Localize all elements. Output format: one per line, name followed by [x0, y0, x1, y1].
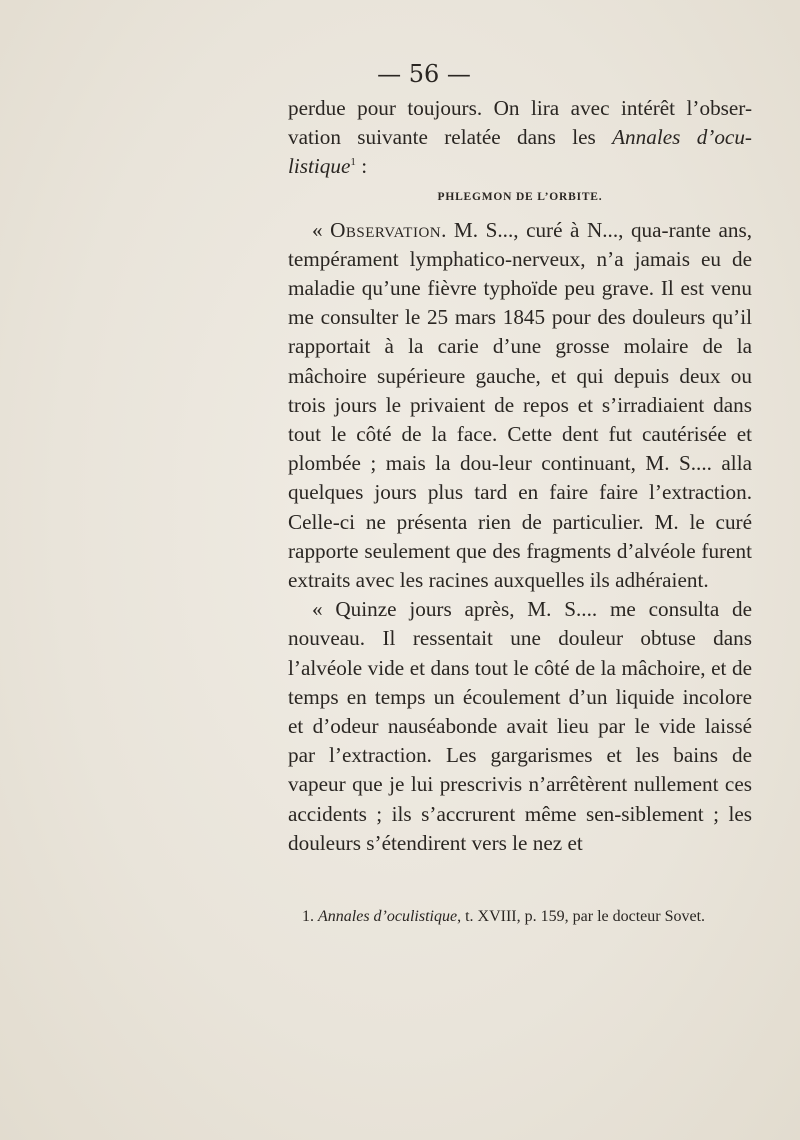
footnote-text: , t. XVIII, p. 159, par le docteur Sovet.	[457, 908, 706, 925]
page-number: — 56 —	[377, 60, 471, 88]
observation-label: Observation	[330, 217, 442, 242]
observation-text: . M. S..., curé à N..., qua-rante ans, tempérament lymphatico-nerveux, n’a jamais eu de maladie qu’une fièvre typhoïde peu grave. Il est venu me consulter le 25 mars 1845 pour des douleurs qu’il rapportait à la carie d’une grosse molaire de la mâchoire supérieure gauche, et qui depuis deux ou trois jours le privaient de repos et s’irradiaient dans tout le côté de la face. Cette dent fut cautérisée et plombée ; mais la dou-leur continuant, M. S.... alla quelques jours plus tard en faire faire l’extraction. Celle-ci ne présenta rien de particulier. M. le curé rapporte seulement que des fragments d’alvéole furent extraits avec les racines auxquelles ils adhéraient.	[288, 217, 752, 593]
observation-paragraph	[288, 216, 752, 596]
footnote-journal: Annales d’oculistique	[318, 908, 458, 925]
opening-quote: «	[312, 217, 331, 242]
footnote	[288, 906, 752, 928]
journal-title: Annales d’ocu-listique	[288, 125, 752, 179]
intro-paragraph	[288, 94, 752, 182]
intro-text: perdue pour toujours. On lira avec intérêt l’obser-vation suivante relatée dans les	[288, 96, 752, 150]
intro-colon: :	[355, 154, 368, 179]
section-header: PHLEGMON DE L’ORBITE.	[437, 190, 603, 203]
footnote-number: 1.	[302, 908, 314, 925]
main-text	[288, 94, 752, 858]
footnote-mark: 1	[350, 156, 356, 169]
second-paragraph: « Quinze jours après, M. S.... me consulta de nouveau. Il ressentait une douleur obtuse dans l’alvéole vide et dans tout le côté de la mâchoire, et de temps en temps un écoulement d’un liquide incolore et d’odeur nauséabonde avait lieu par le vide laissé par l’extraction. Les gargarismes et les bains de vapeur que je lui prescrivis n’arrêtèrent nullement ces accidents ; ils s’accrurent même sen-siblement ; les douleurs s’étendirent vers le nez et	[288, 597, 752, 855]
